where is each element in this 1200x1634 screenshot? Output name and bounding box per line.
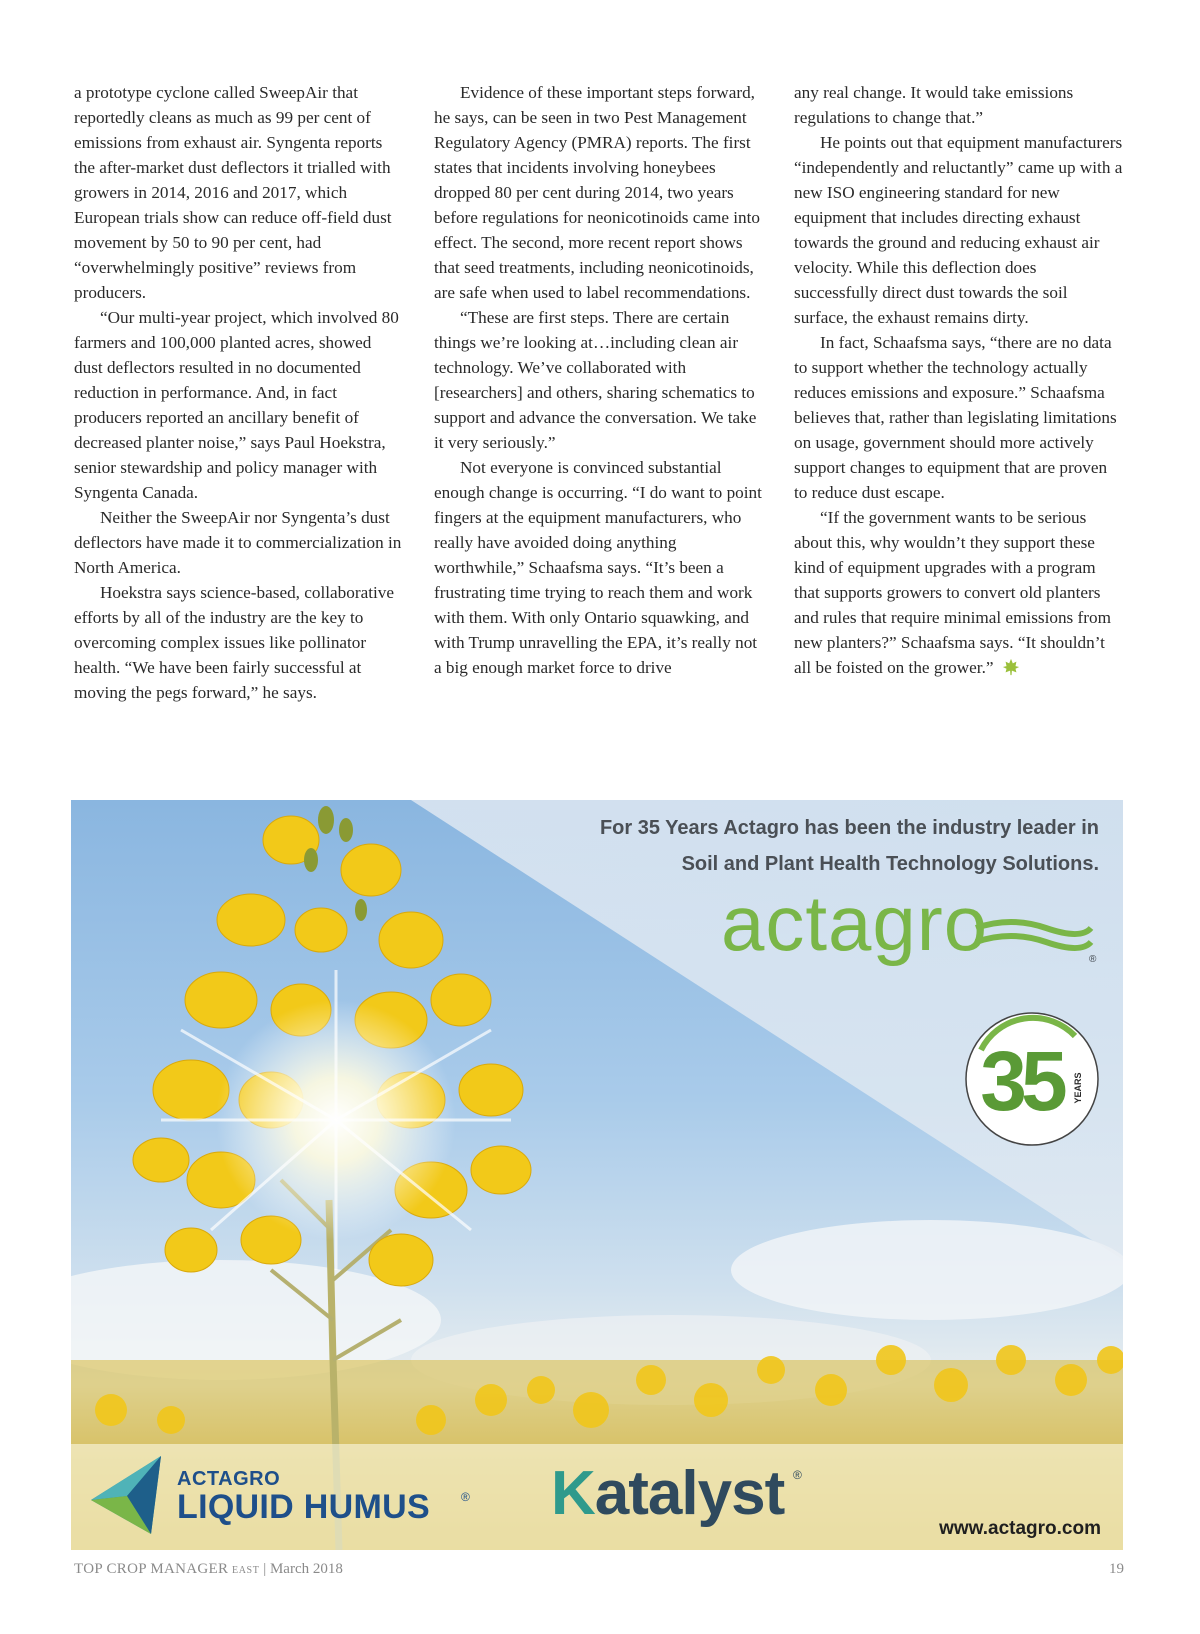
paragraph-text: “If the government wants to be serious about this, why wouldn’t they support these kind of equipment upgrades with a program that supports growers to convert old planters and rules that require minimal emissions from new planters?” Schaafsma says. “It shouldn’t all be foisted on the grower.” <box>794 508 1111 677</box>
page-number: 19 <box>1109 1561 1124 1577</box>
magazine-title: TOP CROP MANAGER <box>74 1561 229 1577</box>
product1-name: LIQUID HUMUS <box>177 1488 430 1526</box>
35-years-badge <box>963 1010 1101 1148</box>
katalyst-rest: atalyst <box>594 1459 785 1528</box>
article-body <box>74 80 1124 760</box>
liquid-humus-mark-icon <box>91 1456 163 1534</box>
ad-product-bar <box>71 1444 1123 1550</box>
website-link[interactable]: www.actagro.com <box>939 1518 1101 1539</box>
ad-headline-line-2: Soil and Plant Health Technology Solutions. <box>681 853 1099 875</box>
paragraph: “These are first steps. There are certain things we’re looking at…including clean air technology. We’ve collaborated with [researchers] and others, sharing schematics to support and advance the conversation. We take it very seriously.” <box>434 308 757 452</box>
article-column-3 <box>794 80 1124 760</box>
paragraph: Not everyone is convinced substantial enough change is occurring. “I do want to point fingers at the equipment manufacturers, who really have avoided doing anything worthwhile,” Schaafsma says. “It’s been a frustrating time trying to reach them and work with them. With only Ontario squawking, and with Trump unravelling the EPA, it’s really not a big enough market force to drive <box>434 458 762 677</box>
brand-reg-mark: ® <box>1089 954 1097 965</box>
katalyst-logo <box>551 1458 784 1529</box>
liquid-humus-logo <box>91 1454 471 1540</box>
badge-number: 35 <box>980 1034 1062 1128</box>
paragraph: He points out that equipment manufacturers “independently and reluctantly” came up with a new ISO engineering standard for new equipment that includes directing exhaust towards the ground and reducing exhaust air velocity. While this deflection does successfully direct dust towards the soil surface, the exhaust remains dirty. <box>794 133 1123 327</box>
paragraph: a prototype cyclone called SweepAir that reportedly cleans as much as 99 per cent of emissions from exhaust air. Syngenta reports the after-market dust deflectors it trialled with growers in 2014, 2016 and 2017, which European trials show can reduce off-field dust movement by 50 to 90 per cent, had “overwhelmingly positive” reviews from producers. <box>74 83 392 302</box>
paragraph <box>794 505 1124 680</box>
issue-date: March 2018 <box>269 1561 343 1577</box>
footer-separator: | <box>263 1561 267 1577</box>
maple-leaf-icon <box>1002 658 1020 676</box>
product1-reg-mark: ® <box>461 1490 470 1504</box>
actagro-logo <box>721 890 1101 1000</box>
katalyst-initial: K <box>551 1459 595 1528</box>
paragraph: Evidence of these important steps forward, he says, can be seen in two Pest Management Regulatory Agency (PMRA) reports. The first states that incidents involving honeybees dropped 80 per cent during 2014, two years before regulations for neonicotinoids came into effect. The second, more recent report shows that seed treatments, including neonicotinoids, are safe when used to label recommendations. <box>434 83 760 302</box>
actagro-advertisement <box>71 800 1123 1550</box>
paragraph: Hoekstra says science-based, collaborative efforts by all of the industry are the key to overcoming complex issues like pollinator health. “We have been fairly successful at moving the pegs forward,” he says. <box>74 583 394 702</box>
brand-name: actagro <box>721 890 989 967</box>
paragraph: any real change. It would take emissions regulations to change that.” <box>794 83 1074 127</box>
magazine-edition: EAST <box>232 1565 260 1576</box>
paragraph: Neither the SweepAir nor Syngenta’s dust deflectors have made it to commercialization in North America. <box>74 508 402 577</box>
ad-headline-line-1: For 35 Years Actagro has been the industry leader in <box>599 817 1099 839</box>
page-footer <box>74 1561 1124 1585</box>
paragraph: “Our multi-year project, which involved 80 farmers and 100,000 planted acres, showed dust deflectors resulted in no documented reduction in performance. And, in fact producers reported an ancillary benefit of decreased planter noise,” says Paul Hoekstra, senior stewardship and policy manager with Syngenta Canada. <box>74 308 399 502</box>
article-column-2 <box>434 80 764 760</box>
product1-brand: ACTAGRO <box>177 1468 281 1490</box>
product2-reg-mark: ® <box>793 1468 802 1482</box>
badge-label: YEARS <box>1073 1072 1083 1104</box>
article-column-1 <box>74 80 404 760</box>
ad-headline <box>600 810 1099 882</box>
paragraph: In fact, Schaafsma says, “there are no data to support whether the technology actually reduces emissions and exposure.” Schaafsma believes that, rather than legislating limitations on usage, government should more actively support changes to equipment that are proven to reduce dust escape. <box>794 333 1117 502</box>
